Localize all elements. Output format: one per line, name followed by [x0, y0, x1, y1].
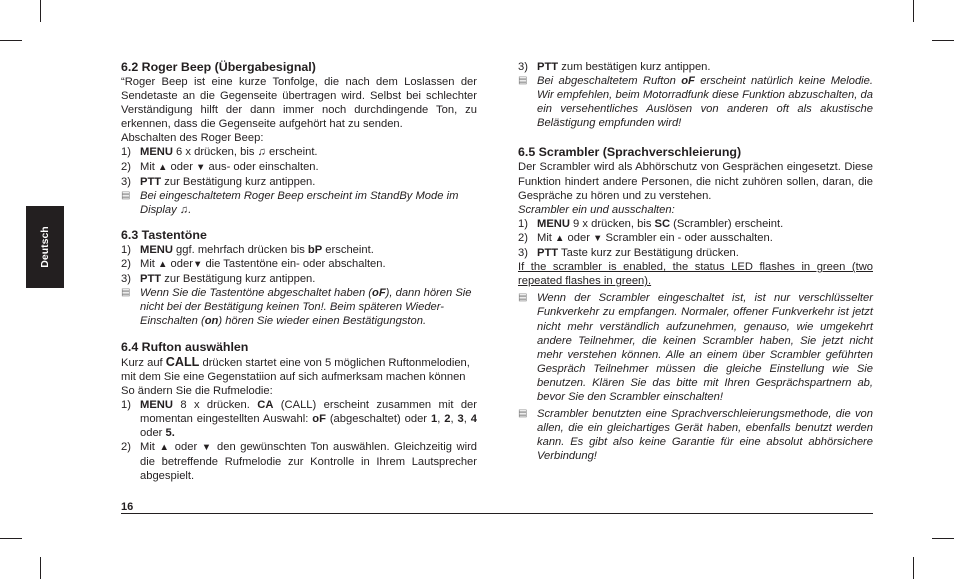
step — [518, 246, 873, 260]
step-text — [537, 60, 873, 74]
option-value: 2 — [444, 412, 451, 425]
note-icon: ▤ — [518, 408, 528, 420]
note-text-part: Bei abgeschaltetem Rufton — [537, 75, 682, 88]
option-value: 4 — [470, 412, 478, 425]
right-column — [518, 60, 873, 463]
led-status-text: If the scrambler is enabled, the status LED flashes in green (two repeated flashes in green). — [518, 261, 873, 288]
note-icon: ▤ — [121, 189, 131, 201]
step-number: 2) — [121, 258, 131, 271]
arrow-down-icon: ▼ — [593, 232, 603, 244]
step — [518, 217, 873, 231]
step-number: 1) — [121, 243, 131, 256]
step-text-part: erscheint. — [322, 243, 374, 256]
display-code: on — [204, 315, 219, 328]
step-text-part: oder — [167, 160, 197, 173]
step-number: 2) — [518, 231, 528, 244]
step-text — [140, 440, 477, 483]
step-text — [140, 160, 477, 175]
step-text-part: 8 x drücken. — [172, 398, 258, 411]
step-number: 3) — [121, 273, 131, 286]
step-text — [537, 231, 873, 246]
step-text-part: Mit — [140, 258, 159, 271]
step — [121, 257, 477, 272]
step-number: 2) — [121, 441, 131, 454]
note-text-part: Bei eingeschaltetem Roger Beep erscheint im StandBy Mode im Display — [140, 189, 459, 216]
arrow-up-icon: ▲ — [159, 442, 171, 454]
section-6-4-intro — [121, 355, 477, 398]
crop-mark — [913, 0, 914, 22]
step-text — [537, 246, 873, 260]
section-6-5-title: 6.5 Scrambler (Sprachverschleierung) — [518, 145, 742, 160]
note-text-part: ) hören Sie wieder einen Bestätigungston. — [218, 315, 427, 328]
step-text-part: 6 x drücken, bis — [172, 146, 258, 159]
section-6-2-intro: “Roger Beep ist eine kurze Tonfolge, die nach dem Loslassen der Sendetaste an die Gegenseite übertragen wird. Selbst bei schlechter Verständigung hilft der dann immer noch durchdingende Ton, zu erkennen, dass die Gegenseite aufgehört hat zu senden. — [121, 76, 477, 131]
crop-mark — [40, 557, 41, 579]
key-menu: MENU — [537, 217, 570, 230]
note — [121, 189, 477, 217]
step-text — [140, 272, 477, 286]
display-code: SC — [654, 217, 671, 230]
note — [121, 286, 477, 328]
key-ptt: PTT — [140, 273, 162, 286]
step-number: 1) — [121, 146, 131, 159]
step-text-part: erscheint. — [265, 146, 318, 159]
page-number: 16 — [121, 501, 134, 513]
note-text-part: erscheint natürlich keine Melodie. Wir empfehlen, beim Motorradfunk diese Funktion abzuschalten, da ein versehentliches Auslösen von anderen oft als akustische Belästigung empfunden wird! — [537, 75, 873, 130]
step-text-part: Taste kurz zur Bestätigung drücken. — [558, 247, 739, 260]
step-text-part: 9 x drücken, bis — [569, 217, 655, 230]
note-text: Wenn der Scrambler eingeschaltet ist, ist nur verschlüsselter Funkverkehr zu empfangen. Normaler, offener Funkverkehr ist jetzt nicht mehr verständlich aufzunehmen, genauso, wie umgekehrt andere Teilnehmer, die keinen Scrambler haben, Sie jetzt nicht mehr verstehen können. Alle an einem über Scrambler geführten Gespräch Teilnehmer müssen die gleiche Einstellung wie Sie benutzen. Klären Sie das bitte mit Ihren Gesprächspartnern ab, bevor Sie den Scrambler einschalten! — [537, 292, 873, 403]
note-icon: ▤ — [518, 292, 528, 304]
key-menu: MENU — [140, 243, 173, 256]
crop-mark — [40, 0, 41, 22]
note-text: Scrambler benutzten eine Sprachverschleierungsmethode, die von allen, die ein gleichartiges Gerät haben, ebenfalls benutzt werden kann. Es gibt also keine Garantie für eine absolut abhörsichere Verbindung! — [537, 408, 873, 463]
arrow-down-icon: ▼ — [196, 161, 206, 173]
arrow-down-icon: ▼ — [192, 259, 203, 271]
note-icon: ▤ — [121, 287, 131, 299]
section-6-2-off-label: Abschalten des Roger Beep: — [121, 132, 264, 145]
step-text-part: zur Bestätigung kurz antippen. — [161, 273, 316, 286]
note-text-part: . — [188, 203, 192, 216]
step-text-part: , — [437, 412, 445, 425]
step-text — [140, 257, 477, 272]
language-tab-label: Deutsch — [38, 226, 51, 268]
step — [121, 272, 477, 286]
arrow-up-icon: ▲ — [158, 161, 168, 173]
intro-text-part: Kurz auf — [121, 356, 166, 369]
step-text — [140, 398, 477, 440]
option-value: 3 — [457, 412, 464, 425]
step-text-part: (abgeschaltet) oder — [325, 412, 431, 425]
step-text-part: oder — [170, 441, 202, 454]
step-number: 2) — [121, 160, 131, 173]
note — [518, 291, 873, 404]
option-value: 5. — [165, 426, 175, 439]
display-code: oF — [681, 75, 695, 88]
music-note-icon: ♫ — [257, 146, 266, 159]
section-6-3-title: 6.3 Tastentöne — [121, 227, 207, 242]
step-text — [140, 145, 477, 159]
step-text-part: Mit — [140, 160, 159, 173]
step — [121, 243, 477, 257]
key-ptt: PTT — [537, 61, 559, 73]
key-menu: MENU — [140, 146, 173, 159]
step-text-part: (Scrambler) erscheint. — [670, 217, 784, 230]
step-text-part: Mit — [140, 441, 160, 454]
section-6-5-subtitle: Scrambler ein und ausschalten: — [518, 203, 675, 216]
step — [121, 145, 477, 159]
key-menu: MENU — [140, 398, 173, 411]
step — [518, 231, 873, 246]
step-text-part: den gewünschten Ton auswählen. Gleichzeitig wird die betreffende Rufmelodie zur Kontrolle in Ihrem Lautsprecher abgespielt. — [140, 441, 478, 483]
section-6-4-title: 6.4 Rufton auswählen — [121, 339, 249, 354]
step — [121, 175, 477, 189]
arrow-up-icon: ▲ — [555, 232, 565, 244]
step-number: 1) — [121, 398, 131, 411]
step-text-part: zum bestätigen kurz antippen. — [558, 61, 711, 73]
step-text-part: oder — [564, 231, 594, 244]
step-text — [140, 243, 477, 257]
note-text-part: Wenn Sie die Tastentöne abgeschaltet haben ( — [140, 287, 372, 300]
crop-mark — [932, 40, 954, 41]
step-number: 3) — [121, 175, 131, 188]
display-code: oF — [312, 412, 326, 425]
step — [121, 440, 477, 483]
note-text — [140, 189, 477, 217]
section-6-2-title: 6.2 Roger Beep (Übergabesignal) — [121, 60, 316, 74]
step-text-part: , — [463, 412, 467, 425]
option-value: 1 — [430, 412, 438, 425]
note-text-part: ), dann hören Sie nicht bei der Bestätigung keinen Ton!. Beim späteren Wieder-Einschalten ( — [140, 287, 472, 328]
crop-mark — [0, 40, 22, 41]
key-call: CALL — [165, 354, 200, 369]
step-text-part: Scrambler ein - oder ausschalten. — [602, 231, 773, 244]
key-ptt: PTT — [140, 175, 162, 188]
step-text-part: ggf. mehrfach drücken bis — [172, 243, 308, 256]
step-text — [537, 217, 873, 231]
arrow-down-icon: ▼ — [201, 442, 213, 454]
step-text-part: , — [450, 412, 458, 425]
note-icon: ▤ — [518, 75, 528, 87]
crop-mark — [0, 538, 22, 539]
step-number: 3) — [518, 61, 528, 73]
step-text-part: zur Bestätigung kurz antippen. — [161, 175, 316, 188]
left-column — [121, 60, 477, 483]
step-text-part: (CALL) erscheint zusammen mit der momentan eingestellten Auswahl: — [140, 398, 477, 425]
music-note-icon: ♫ — [179, 203, 189, 216]
display-code: bP — [307, 243, 323, 256]
step — [518, 60, 873, 74]
crop-mark — [913, 557, 914, 579]
step-text-part: die Tastentöne ein- oder abschalten. — [202, 258, 386, 271]
note — [518, 407, 873, 463]
display-code: oF — [372, 287, 386, 300]
step-number: 3) — [518, 247, 528, 260]
note-text — [537, 74, 873, 130]
step-text — [140, 175, 477, 189]
step-text-part: aus- oder einschalten. — [205, 160, 319, 173]
crop-mark — [932, 538, 954, 539]
step-text-part: Mit — [537, 231, 556, 244]
step — [121, 160, 477, 175]
step — [121, 398, 477, 440]
note — [518, 74, 873, 130]
key-ptt: PTT — [537, 247, 559, 260]
note-text — [140, 286, 477, 328]
step-text-part: oder — [140, 426, 166, 439]
language-tab — [26, 206, 64, 288]
step-text-part: oder — [167, 258, 193, 271]
footer-rule — [121, 513, 873, 514]
arrow-up-icon: ▲ — [158, 259, 168, 271]
display-code: CA — [257, 398, 274, 411]
step-number: 1) — [518, 217, 528, 230]
section-6-5-intro: Der Scrambler wird als Abhörschutz von Gesprächen eingesetzt. Diese Funktion hindert andere Personen, die nicht zuhören sollen, daran, die Gespräche zu hören und zu verstehen. — [518, 161, 873, 202]
intro-text-part: drücken startet eine von 5 möglichen Ruftonmelodien, mit dem Sie eine Gegenstatiion auf sich aufmerksam machen können So ändern Sie die Rufmelodie: — [121, 356, 470, 397]
